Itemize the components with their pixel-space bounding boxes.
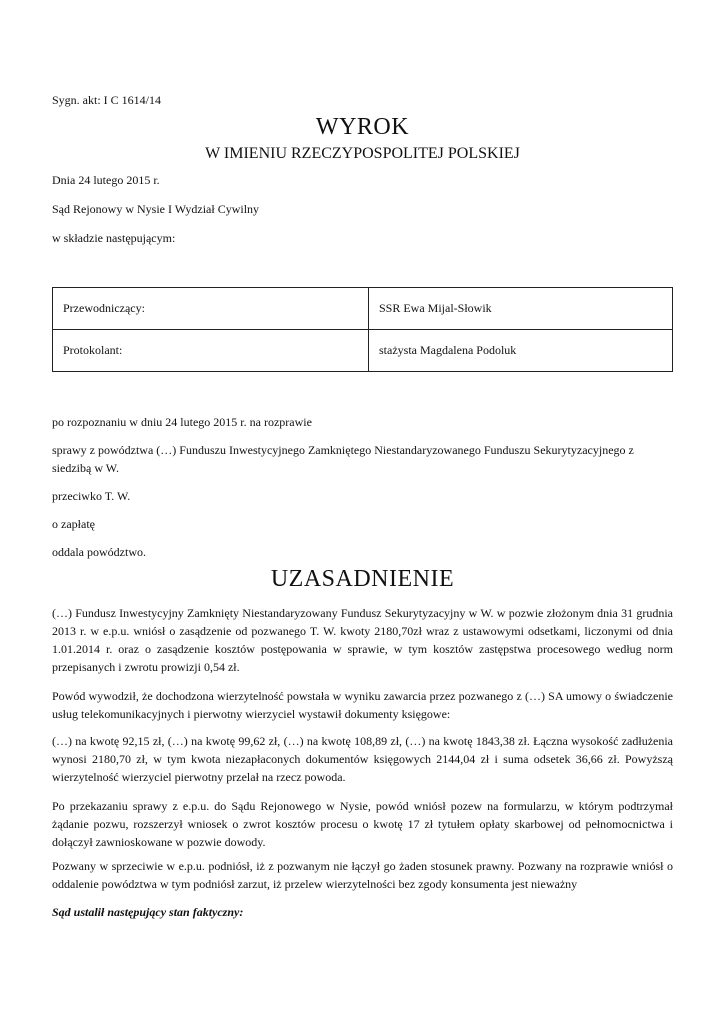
document-title: WYROK <box>315 114 410 140</box>
person-cell: stażysta Magdalena Podoluk <box>369 330 673 372</box>
table-row <box>53 330 673 372</box>
document-subtitle: W IMIENIU RZECZYPOSPOLITEJ POLSKIEJ <box>205 145 520 162</box>
justification-paragraph-5: Pozwany w sprzeciwie w e.p.u. podniósł, iż z pozwanym nie łączył go żaden stosunek prawny. Pozwany na rozprawie wniósł o oddalenie powództwa w tym podniósł zarzut, iż przelew wierzytelności bez zgody konsumenta jest nieważny <box>52 859 673 891</box>
case-parties: sprawy z powództwa (…) Funduszu Inwestycyjnego Zamkniętego Niestandaryzowanego Funduszu Sekurytyzacyjnego z siedzibą w W. <box>52 443 634 475</box>
judgment-date: Dnia 24 lutego 2015 r. <box>52 173 160 187</box>
person-cell: SSR Ewa Mijal-Słowik <box>369 288 673 330</box>
justification-paragraph-4: Po przekazaniu sprawy z e.p.u. do Sądu Rejonowego w Nysie, powód wniósł pozew na formularzu, w którym podtrzymał żądanie pozwu, rozszerzył wniosek o zwrot kosztów procesu o kwotę 17 zł tytułem opłaty skarbowej od pełnomocnictwa i dołączył zawnioskowane w pozwie dowody. <box>52 799 673 849</box>
hearing-line: po rozpoznaniu w dniu 24 lutego 2015 r. na rozprawie <box>52 415 312 429</box>
case-subject: o zapłatę <box>52 517 95 531</box>
defendant-line: przeciwko T. W. <box>52 489 131 503</box>
justification-paragraph-2: Powód wywodził, że dochodzona wierzytelność powstała w wyniku zawarcia przez pozwanego z (…) SA umowy o świadczenie usług telekomunikacyjnych i pierwotny wierzyciel wystawił dokumenty księgowe: <box>52 689 673 721</box>
decision: oddala powództwo. <box>52 545 146 559</box>
role-cell: Przewodniczący: <box>53 288 369 330</box>
case-signature: Sygn. akt: I C 1614/14 <box>52 93 162 107</box>
table-row <box>53 288 673 330</box>
court-composition-table <box>52 287 673 372</box>
justification-heading: UZASADNIENIE <box>270 566 455 592</box>
justification-paragraph-3: (…) na kwotę 92,15 zł, (…) na kwotę 99,62 zł, (…) na kwotę 108,89 zł, (…) na kwotę 1843,38 zł. Łączna wysokość zadłużenia wynosi 2180,70 zł, w tym kwota niezapłaconych dokumentów księgowych 2144,04 zł i suma odsetek 36,66 zł. Powyższą wierzytelność wierzyciel pierwotny przelał na rzecz powoda. <box>52 734 673 784</box>
justification-paragraph-1: (…) Fundusz Inwestycyjny Zamknięty Niestandaryzowany Fundusz Sekurytyzacyjny w W. w pozwie złożonym dnia 31 grudnia 2013 r. w e.p.u. wniósł o zasądzenie od pozwanego T. W. kwoty 2180,70zł wraz z ustawowymi odsetkami, liczonymi od dnia 1.01.2014 r. oraz o zasądzenie kosztów postępowania w sprawie, w tym kosztów zastępstwa procesowego według norm przepisanych i zwrotu prowizji 0,54 zł. <box>52 606 673 674</box>
role-cell: Protokolant: <box>53 330 369 372</box>
facts-heading: Sąd ustalił następujący stan faktyczny: <box>52 905 244 919</box>
composition-label: w składzie następującym: <box>52 231 176 245</box>
court-name: Sąd Rejonowy w Nysie I Wydział Cywilny <box>52 202 260 216</box>
